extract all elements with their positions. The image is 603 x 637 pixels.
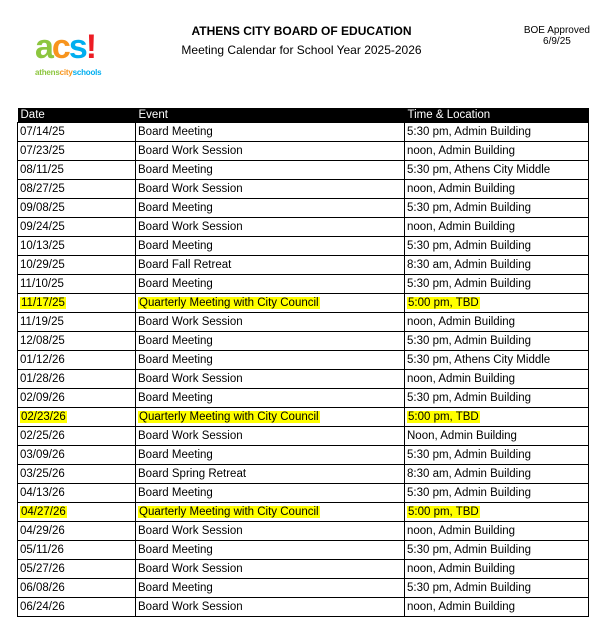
- table-row: [18, 275, 589, 294]
- date-cell-text: 02/09/26: [20, 392, 65, 404]
- time-location-cell: [405, 427, 589, 446]
- date-cell: [18, 484, 136, 503]
- table-row: [18, 465, 589, 484]
- time-location-cell-text: 5:30 pm, Admin Building: [407, 240, 532, 252]
- date-cell-text: 01/12/26: [20, 354, 65, 366]
- event-cell-text: Board Work Session: [138, 183, 243, 195]
- logo-word-schools: schools: [72, 68, 102, 77]
- time-location-cell-text: 8:30 am, Admin Building: [407, 259, 532, 271]
- event-cell-text: Board Meeting: [138, 335, 213, 347]
- event-cell-text: Board Work Session: [138, 145, 243, 157]
- event-cell: [136, 351, 405, 370]
- table-row: [18, 142, 589, 161]
- table-row: [18, 237, 589, 256]
- event-cell: [136, 484, 405, 503]
- event-cell-text: Board Meeting: [138, 202, 213, 214]
- table-row: [18, 199, 589, 218]
- time-location-cell-text: Noon, Admin Building: [407, 430, 517, 442]
- date-cell: [18, 313, 136, 332]
- event-cell: [136, 256, 405, 275]
- time-location-cell-text: 5:30 pm, Admin Building: [407, 449, 532, 461]
- date-cell: [18, 180, 136, 199]
- event-cell-text: Board Work Session: [138, 601, 243, 613]
- time-location-cell-text: 5:00 pm, TBD: [408, 506, 479, 518]
- date-cell: [18, 408, 136, 427]
- time-location-cell-text: 5:30 pm, Admin Building: [407, 335, 532, 347]
- date-cell: [18, 465, 136, 484]
- date-cell-text: 03/09/26: [20, 449, 65, 461]
- event-cell: [136, 313, 405, 332]
- time-location-cell-text: 5:30 pm, Athens City Middle: [407, 354, 551, 366]
- table-row: [18, 180, 589, 199]
- event-cell-text: Quarterly Meeting with City Council: [139, 506, 319, 518]
- time-location-cell: [405, 522, 589, 541]
- approval-label: BOE Approved: [523, 25, 590, 36]
- event-cell: [136, 275, 405, 294]
- column-header-time-location: Time & Location: [405, 108, 589, 123]
- date-cell-text: 08/11/25: [20, 164, 64, 176]
- time-location-cell: [405, 560, 589, 579]
- date-cell: [18, 161, 136, 180]
- time-location-cell: [405, 180, 589, 199]
- time-location-cell-text: 5:30 pm, Admin Building: [407, 278, 532, 290]
- event-cell-text: Board Meeting: [138, 126, 213, 138]
- event-cell: [136, 332, 405, 351]
- event-cell-text: Board Meeting: [138, 449, 213, 461]
- event-cell: [136, 427, 405, 446]
- time-location-cell: [405, 408, 589, 427]
- event-cell: [136, 370, 405, 389]
- logo-letter-a: a: [35, 28, 52, 66]
- time-location-cell-text: 8:30 am, Admin Building: [407, 468, 532, 480]
- event-cell-text: Board Meeting: [138, 582, 213, 594]
- date-cell: [18, 123, 136, 142]
- date-cell-text: 03/25/26: [20, 468, 65, 480]
- event-cell-text: Board Work Session: [138, 563, 243, 575]
- time-location-cell: [405, 503, 589, 522]
- date-cell: [18, 598, 136, 617]
- time-location-cell: [405, 351, 589, 370]
- time-location-cell: [405, 332, 589, 351]
- event-cell-text: Board Spring Retreat: [138, 468, 247, 480]
- event-cell-text: Board Meeting: [138, 544, 213, 556]
- table-row: [18, 560, 589, 579]
- date-cell-text: 01/28/26: [20, 373, 65, 385]
- time-location-cell: [405, 579, 589, 598]
- time-location-cell: [405, 446, 589, 465]
- date-cell-text: 05/27/26: [20, 563, 65, 575]
- time-location-cell-text: noon, Admin Building: [407, 316, 516, 328]
- table-row: [18, 446, 589, 465]
- table-row: [18, 598, 589, 617]
- table-row: [18, 503, 589, 522]
- event-cell-text: Board Meeting: [138, 240, 213, 252]
- time-location-cell: [405, 237, 589, 256]
- time-location-cell-text: 5:00 pm, TBD: [408, 297, 479, 309]
- event-cell: [136, 598, 405, 617]
- event-cell: [136, 123, 405, 142]
- date-cell: [18, 294, 136, 313]
- event-cell: [136, 465, 405, 484]
- time-location-cell: [405, 218, 589, 237]
- logo-letter-exclamation: !: [85, 28, 96, 66]
- date-cell: [18, 237, 136, 256]
- time-location-cell: [405, 541, 589, 560]
- time-location-cell-text: 5:30 pm, Admin Building: [407, 544, 532, 556]
- event-cell: [136, 237, 405, 256]
- date-cell: [18, 351, 136, 370]
- time-location-cell-text: noon, Admin Building: [407, 145, 516, 157]
- date-cell: [18, 218, 136, 237]
- table-row: [18, 389, 589, 408]
- logo-letter-c: c: [51, 28, 69, 66]
- table-row: [18, 313, 589, 332]
- event-cell: [136, 180, 405, 199]
- date-cell-text: 02/23/26: [21, 411, 66, 423]
- time-location-cell-text: noon, Admin Building: [407, 525, 516, 537]
- time-location-cell: [405, 484, 589, 503]
- time-location-cell-text: noon, Admin Building: [407, 601, 516, 613]
- table-row: [18, 579, 589, 598]
- event-cell-text: Board Work Session: [138, 373, 243, 385]
- event-cell-text: Board Work Session: [138, 430, 243, 442]
- event-cell: [136, 294, 405, 313]
- time-location-cell: [405, 465, 589, 484]
- event-cell: [136, 446, 405, 465]
- table-header-row: [18, 108, 589, 123]
- date-cell-text: 06/24/26: [20, 601, 65, 613]
- time-location-cell: [405, 370, 589, 389]
- date-cell-text: 11/10/25: [20, 278, 64, 290]
- table-row: [18, 123, 589, 142]
- document-title: ATHENS CITY BOARD OF EDUCATION: [191, 24, 412, 38]
- date-cell: [18, 541, 136, 560]
- date-cell-text: 04/13/26: [20, 487, 65, 499]
- event-cell-text: Board Meeting: [138, 392, 213, 404]
- date-cell: [18, 560, 136, 579]
- date-cell-text: 04/27/26: [21, 506, 66, 518]
- time-location-cell-text: 5:30 pm, Admin Building: [407, 487, 532, 499]
- time-location-cell: [405, 294, 589, 313]
- time-location-cell: [405, 313, 589, 332]
- event-cell-text: Quarterly Meeting with City Council: [139, 297, 319, 309]
- event-cell-text: Board Meeting: [138, 164, 213, 176]
- date-cell-text: 10/13/25: [20, 240, 65, 252]
- date-cell-text: 08/27/25: [20, 183, 65, 195]
- event-cell: [136, 161, 405, 180]
- event-cell-text: Board Fall Retreat: [138, 259, 232, 271]
- time-location-cell: [405, 123, 589, 142]
- table-row: [18, 256, 589, 275]
- time-location-cell-text: 5:30 pm, Admin Building: [407, 392, 532, 404]
- time-location-cell-text: noon, Admin Building: [407, 373, 516, 385]
- event-cell: [136, 541, 405, 560]
- date-cell: [18, 275, 136, 294]
- event-cell-text: Board Work Session: [138, 221, 243, 233]
- event-cell: [136, 522, 405, 541]
- time-location-cell: [405, 598, 589, 617]
- logo-word-city: city: [59, 68, 73, 77]
- date-cell: [18, 142, 136, 161]
- date-cell: [18, 256, 136, 275]
- date-cell-text: 02/25/26: [20, 430, 65, 442]
- date-cell-text: 07/23/25: [20, 145, 65, 157]
- time-location-cell: [405, 161, 589, 180]
- table-row: [18, 370, 589, 389]
- event-cell: [136, 199, 405, 218]
- logo-letter-s: s: [68, 28, 86, 66]
- date-cell-text: 11/17/25: [21, 297, 65, 309]
- event-cell-text: Board Meeting: [138, 487, 213, 499]
- time-location-cell-text: 5:30 pm, Admin Building: [407, 582, 532, 594]
- date-cell: [18, 427, 136, 446]
- time-location-cell: [405, 199, 589, 218]
- time-location-cell-text: 5:30 pm, Admin Building: [407, 126, 532, 138]
- table-row: [18, 427, 589, 446]
- time-location-cell: [405, 142, 589, 161]
- time-location-cell-text: 5:00 pm, TBD: [408, 411, 479, 423]
- date-cell-text: 04/29/26: [20, 525, 65, 537]
- time-location-cell: [405, 389, 589, 408]
- approval-note: [524, 25, 590, 47]
- date-cell-text: 12/08/25: [20, 335, 65, 347]
- date-cell: [18, 503, 136, 522]
- event-cell-text: Board Meeting: [138, 278, 213, 290]
- date-cell-text: 05/11/26: [20, 544, 64, 556]
- date-cell: [18, 522, 136, 541]
- event-cell: [136, 579, 405, 598]
- date-cell-text: 09/08/25: [20, 202, 65, 214]
- date-cell: [18, 199, 136, 218]
- logo-word-athens: athens: [35, 68, 60, 77]
- table-row: [18, 541, 589, 560]
- table-row: [18, 332, 589, 351]
- date-cell-text: 10/29/25: [20, 259, 65, 271]
- time-location-cell-text: noon, Admin Building: [407, 183, 516, 195]
- event-cell-text: Board Work Session: [138, 525, 243, 537]
- time-location-cell-text: 5:30 pm, Athens City Middle: [407, 164, 551, 176]
- date-cell-text: 06/08/26: [20, 582, 65, 594]
- time-location-cell-text: noon, Admin Building: [407, 221, 516, 233]
- event-cell-text: Board Work Session: [138, 316, 243, 328]
- table-row: [18, 408, 589, 427]
- date-cell: [18, 370, 136, 389]
- time-location-cell-text: noon, Admin Building: [407, 563, 516, 575]
- date-cell-text: 07/14/25: [20, 126, 65, 138]
- table-row: [18, 294, 589, 313]
- time-location-cell-text: 5:30 pm, Admin Building: [407, 202, 532, 214]
- date-cell-text: 09/24/25: [20, 221, 65, 233]
- event-cell: [136, 218, 405, 237]
- table-row: [18, 161, 589, 180]
- event-cell: [136, 408, 405, 427]
- table-row: [18, 351, 589, 370]
- approval-date: 6/9/25: [543, 36, 571, 47]
- column-header-event: Event: [136, 108, 405, 123]
- document-subtitle: Meeting Calendar for School Year 2025-2026: [181, 43, 422, 57]
- logo-wordmark: [35, 68, 101, 77]
- table-row: [18, 218, 589, 237]
- meeting-calendar-table: [17, 108, 589, 617]
- event-cell: [136, 142, 405, 161]
- table-row: [18, 522, 589, 541]
- time-location-cell: [405, 275, 589, 294]
- event-cell: [136, 389, 405, 408]
- date-cell: [18, 579, 136, 598]
- event-cell-text: Board Meeting: [138, 354, 213, 366]
- column-header-date: Date: [18, 108, 136, 123]
- event-cell: [136, 503, 405, 522]
- event-cell: [136, 560, 405, 579]
- event-cell-text: Quarterly Meeting with City Council: [139, 411, 319, 423]
- date-cell: [18, 332, 136, 351]
- table-row: [18, 484, 589, 503]
- date-cell-text: 11/19/25: [20, 316, 64, 328]
- date-cell: [18, 446, 136, 465]
- date-cell: [18, 389, 136, 408]
- time-location-cell: [405, 256, 589, 275]
